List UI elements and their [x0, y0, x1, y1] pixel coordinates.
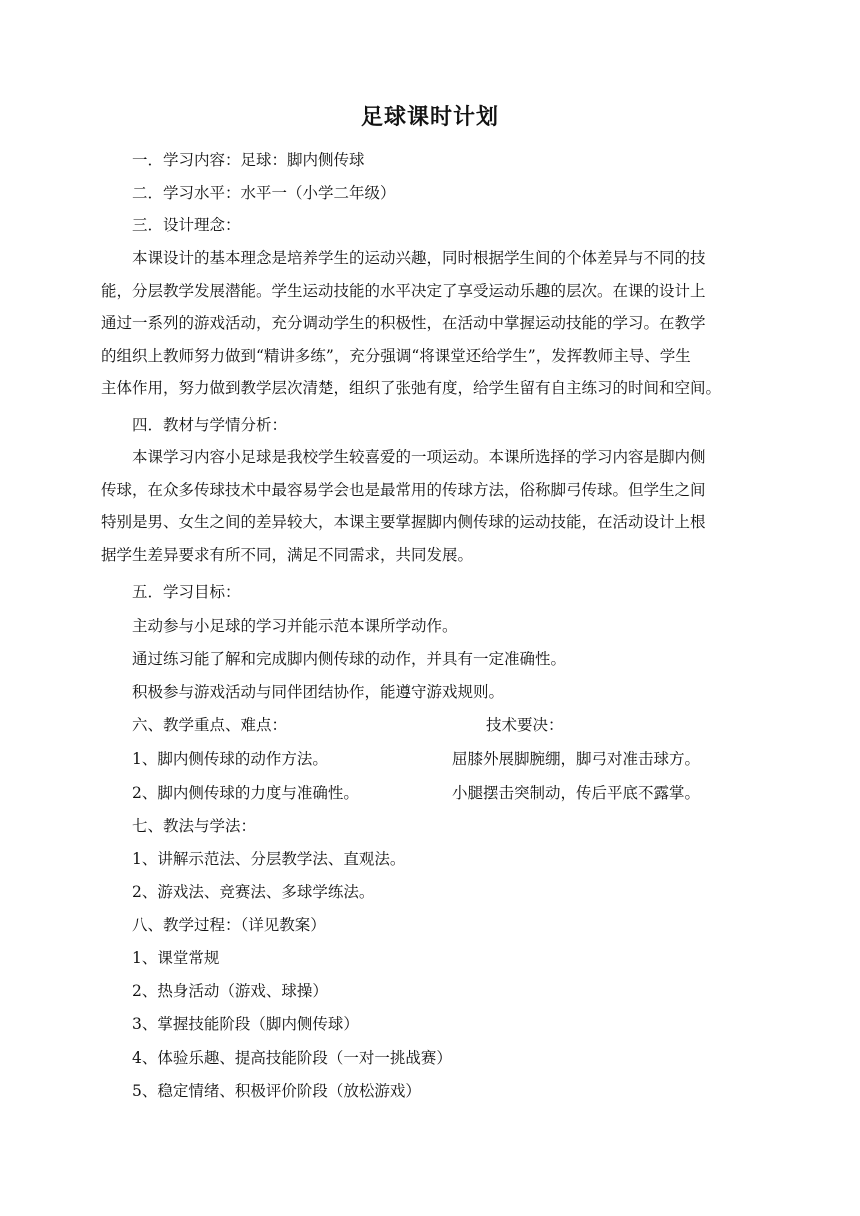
section-analysis-heading: 四．教材与学情分析：	[132, 416, 288, 434]
technique-rhyme: 屈膝外展脚腕绷，脚弓对准击球方。	[452, 750, 701, 768]
analysis-paragraph	[101, 441, 767, 571]
section-keypoints-heading: 六、教学重点、难点：	[132, 716, 288, 734]
section-design-heading: 三．设计理念：	[132, 216, 241, 234]
section-learning-content: 一．学习内容：足球：脚内侧传球	[132, 151, 365, 169]
process-item: 1、课堂常规	[132, 949, 220, 967]
technique-heading: 技术要决：	[486, 716, 564, 734]
technique-rhyme: 小腿摆击突制动，传后平底不露掌。	[452, 784, 701, 802]
method-item: 1、讲解示范法、分层教学法、直观法。	[132, 850, 406, 868]
section-methods-heading: 七、教法与学法：	[132, 817, 257, 835]
paragraph-line: 传球，在众多传球技术中最容易学会也是最常用的传球方法，俗称脚弓传球。但学生之间	[101, 480, 706, 499]
process-item: 2、热身活动（游戏、球操）	[132, 982, 328, 1000]
design-paragraph	[101, 242, 767, 405]
goal-item: 主动参与小足球的学习并能示范本课所学动作。	[132, 617, 458, 635]
paragraph-line: 的组织上教师努力做到“精讲多练”，充分强调“将课堂还给学生”，发挥教师主导、学生	[101, 346, 691, 365]
paragraph-line: 据学生差异要求有所不同，满足不同需求，共同发展。	[101, 545, 474, 564]
paragraph-line: 本课设计的基本理念是培养学生的运动兴趣，同时根据学生间的个体差异与不同的技	[132, 249, 706, 267]
keypoint-item: 2、脚内侧传球的力度与准确性。	[132, 784, 359, 802]
method-item: 2、游戏法、竞赛法、多球学练法。	[132, 883, 375, 901]
process-item: 4、体验乐趣、提高技能阶段（一对一挑战赛）	[132, 1049, 452, 1067]
process-item: 3、掌握技能阶段（脚内侧传球）	[132, 1015, 359, 1033]
paragraph-line: 能，分层教学发展潜能。学生运动技能的水平决定了享受运动乐趣的层次。在课的设计上	[101, 281, 706, 300]
paragraph-line: 特别是男、女生之间的差异较大，本课主要掌握脚内侧传球的运动技能，在活动设计上根	[101, 513, 706, 531]
section-learning-level: 二．学习水平：水平一（小学二年级）	[132, 184, 396, 202]
paragraph-line: 主体作用，努力做到教学层次清楚，组织了张弛有度，给学生留有自主练习的时间和空间。	[101, 379, 722, 397]
paragraph-line: 通过一系列的游戏活动，充分调动学生的积极性，在活动中掌握运动技能的学习。在教学	[101, 314, 706, 332]
document-title: 足球课时计划	[360, 104, 499, 130]
goal-item: 通过练习能了解和完成脚内侧传球的动作，并具有一定准确性。	[132, 650, 567, 668]
goal-item: 积极参与游戏活动与同伴团结协作，能遵守游戏规则。	[132, 683, 505, 701]
keypoint-item: 1、脚内侧传球的动作方法。	[132, 750, 328, 768]
process-item: 5、稳定情绪、积极评价阶段（放松游戏）	[132, 1082, 421, 1100]
paragraph-line: 本课学习内容小足球是我校学生较喜爱的一项运动。本课所选择的学习内容是脚内侧	[132, 448, 706, 466]
section-process-heading: 八、教学过程：（详见教案）	[132, 916, 326, 934]
section-goals-heading: 五．学习目标：	[132, 583, 241, 601]
